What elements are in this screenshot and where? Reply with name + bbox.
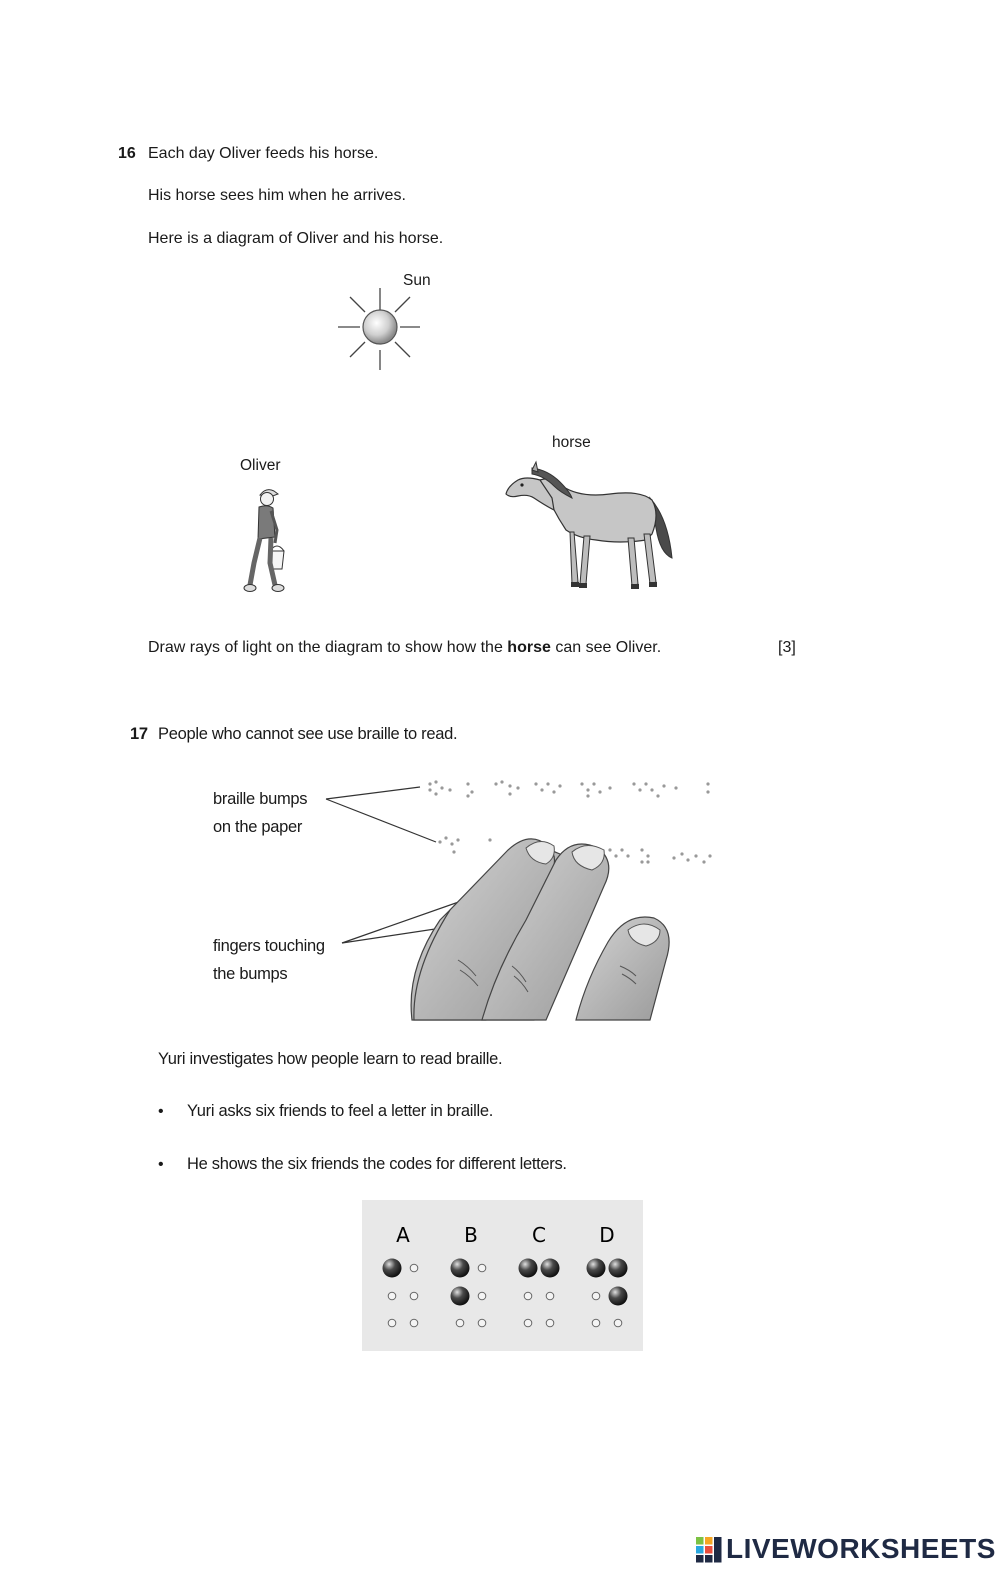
braille-dot-a-2-flat [410,1264,418,1272]
braille-dot-c-3-flat [524,1292,532,1300]
braille-dot-c-5-flat [524,1319,532,1327]
q16-marks: [3] [778,639,796,656]
braille-letter-a: A [396,1223,410,1247]
q17-bullet-1: Yuri asks six friends to feel a letter in braille. [187,1102,493,1120]
braille-codes-panel [362,1200,643,1351]
horse-figure [500,458,680,598]
horse-label: horse [552,434,591,451]
braille-dot-b-5-flat [456,1319,464,1327]
sun-label: Sun [403,272,431,289]
instruction-bold-word: horse [507,639,551,656]
question-16-number: 16 [118,145,136,162]
braille-dot-c-2-raised [541,1259,560,1278]
label-fingers-1: fingers touching [213,937,325,955]
oliver-label: Oliver [240,457,281,474]
bullet-2-marker: • [158,1156,164,1173]
q17-bullet-2: He shows the six friends the codes for different letters. [187,1155,567,1173]
braille-dot-a-4-flat [410,1292,418,1300]
braille-dot-c-4-flat [546,1292,554,1300]
q16-line-1: Each day Oliver feeds his horse. [148,145,379,162]
liveworksheets-logo-icon [696,1537,722,1563]
braille-dot-d-6-flat [614,1319,622,1327]
q17-investigation: Yuri investigates how people learn to read braille. [158,1050,503,1068]
braille-dot-b-6-flat [478,1319,486,1327]
braille-fingers-illustration [320,770,740,1025]
q17-intro: People who cannot see use braille to read. [158,725,458,743]
braille-dot-b-2-flat [478,1264,486,1272]
question-17-number: 17 [130,725,148,743]
braille-dot-b-4-flat [478,1292,486,1300]
label-fingers-2: the bumps [213,965,288,983]
liveworksheets-logo-text: LIVEWORKSHEETS [726,1533,996,1564]
braille-codes-chart [362,1200,643,1351]
braille-dot-a-1-raised [383,1259,402,1278]
label-braille-bumps-2: on the paper [213,818,303,836]
braille-dot-b-1-raised [451,1259,470,1278]
q16-instruction: Draw rays of light on the diagram to show how the horse can see Oliver. [148,639,662,656]
braille-dot-d-1-raised [587,1259,606,1278]
braille-dot-c-1-raised [519,1259,538,1278]
braille-letter-d: D [599,1223,615,1247]
bullet-1-marker: • [158,1103,164,1120]
braille-dot-d-2-raised [609,1259,628,1278]
braille-dot-a-3-flat [388,1292,396,1300]
braille-dot-c-6-flat [546,1319,554,1327]
braille-dot-a-5-flat [388,1319,396,1327]
oliver-figure [240,485,300,597]
braille-letter-b: B [464,1223,478,1247]
braille-letter-c: C [532,1223,546,1247]
braille-dot-d-5-flat [592,1319,600,1327]
sun-icon [330,280,430,380]
q16-line-2: His horse sees him when he arrives. [148,187,406,204]
braille-dot-d-3-flat [592,1292,600,1300]
braille-bumps-row-1 [428,780,709,797]
braille-dot-d-4-raised [609,1287,628,1306]
braille-dot-b-3-raised [451,1287,470,1306]
label-braille-bumps-1: braille bumps [213,790,308,808]
q16-line-3: Here is a diagram of Oliver and his horse. [148,230,444,247]
braille-dot-a-6-flat [410,1319,418,1327]
